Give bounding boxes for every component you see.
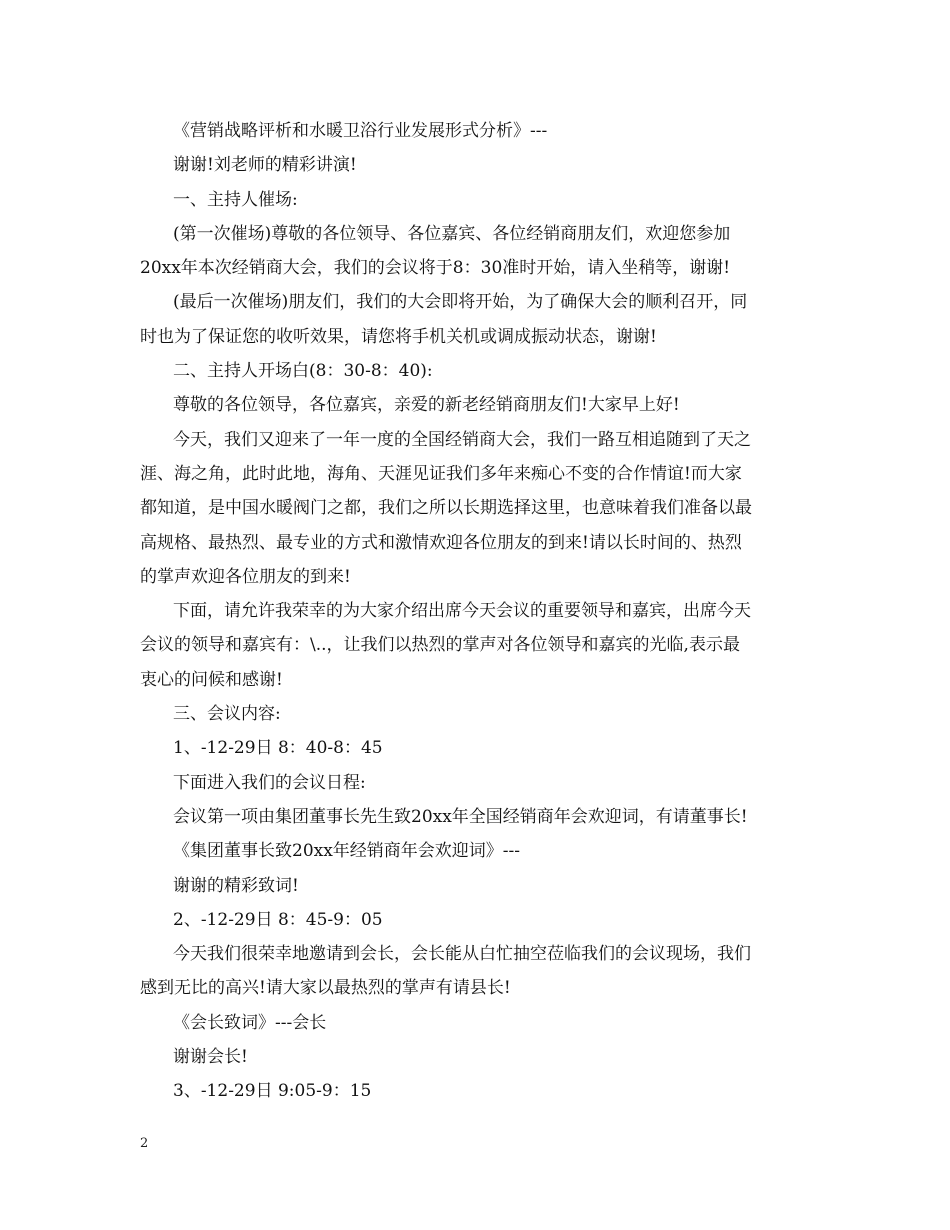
text-line: 谢谢会长! — [173, 1047, 248, 1068]
text-line: 《集团董事长致20xx年经销商年会欢迎词》--- — [173, 841, 521, 862]
text-line: 都知道，是中国水暖阀门之都，我们之所以长期选择这里，也意味着我们准备以最 — [140, 498, 752, 519]
text-line: 今天我们很荣幸地邀请到会长，会长能从白忙抽空莅临我们的会议现场，我们 — [173, 944, 751, 965]
text-line: 下面进入我们的会议日程: — [173, 772, 366, 793]
agenda-time: 1、-12-29日 8：40-8：45 — [173, 738, 383, 759]
text-line: 时也为了保证您的收听效果，请您将手机关机或调成振动状态，谢谢! — [140, 326, 657, 347]
agenda-time: 3、-12-29日 9:05-9：15 — [173, 1081, 372, 1102]
section-heading: 三、会议内容: — [173, 704, 281, 725]
section-heading: 一、主持人催场: — [173, 189, 298, 210]
text-line: 谢谢!刘老师的精彩讲演! — [173, 155, 357, 176]
text-line: 《会长致词》---会长 — [173, 1012, 327, 1033]
text-line: 衷心的问候和感谢! — [140, 669, 283, 690]
text-line: 的掌声欢迎各位朋友的到来! — [140, 566, 351, 587]
text-line: (第一次催场)尊敬的各位领导、各位嘉宾、各位经销商朋友们，欢迎您参加 — [173, 223, 731, 244]
text-line: 《营销战略评析和水暖卫浴行业发展形式分析》--- — [173, 121, 548, 141]
agenda-time: 2、-12-29日 8：45-9：05 — [173, 909, 383, 930]
text-line: 会议第一项由集团董事长先生致20xx年全国经销商年会欢迎词，有请董事长! — [173, 806, 748, 827]
text-line: 20xx年本次经销商大会，我们的会议将于8：30准时开始，请入坐稍等，谢谢! — [140, 258, 731, 279]
document-body — [140, 114, 812, 1109]
text-line: (最后一次催场)朋友们，我们的大会即将开始，为了确保大会的顺利召开，同 — [173, 292, 748, 313]
text-line: 下面，请允许我荣幸的为大家介绍出席今天会议的重要领导和嘉宾，出席今天 — [173, 601, 751, 622]
text-line: 谢谢的精彩致词! — [173, 875, 299, 896]
text-line: 涯、海之角，此时此地，海角、天涯见证我们多年来痴心不变的合作情谊!而大家 — [140, 463, 742, 484]
section-heading: 二、主持人开场白(8：30-8：40): — [173, 361, 433, 382]
text-line: 感到无比的高兴!请大家以最热烈的掌声有请县长! — [140, 978, 511, 999]
text-line: 高规格、最热烈、最专业的方式和激情欢迎各位朋友的到来!请以长时间的、热烈 — [140, 532, 742, 553]
text-line: 今天，我们又迎来了一年一度的全国经销商大会，我们一路互相追随到了天之 — [173, 429, 751, 450]
page-number: 2 — [140, 1136, 149, 1151]
text-line: 会议的领导和嘉宾有：\..，让我们以热烈的掌声对各位领导和嘉宾的光临,表示最 — [140, 635, 740, 656]
text-line: 尊敬的各位领导，各位嘉宾，亲爱的新老经销商朋友们!大家早上好! — [173, 395, 680, 416]
